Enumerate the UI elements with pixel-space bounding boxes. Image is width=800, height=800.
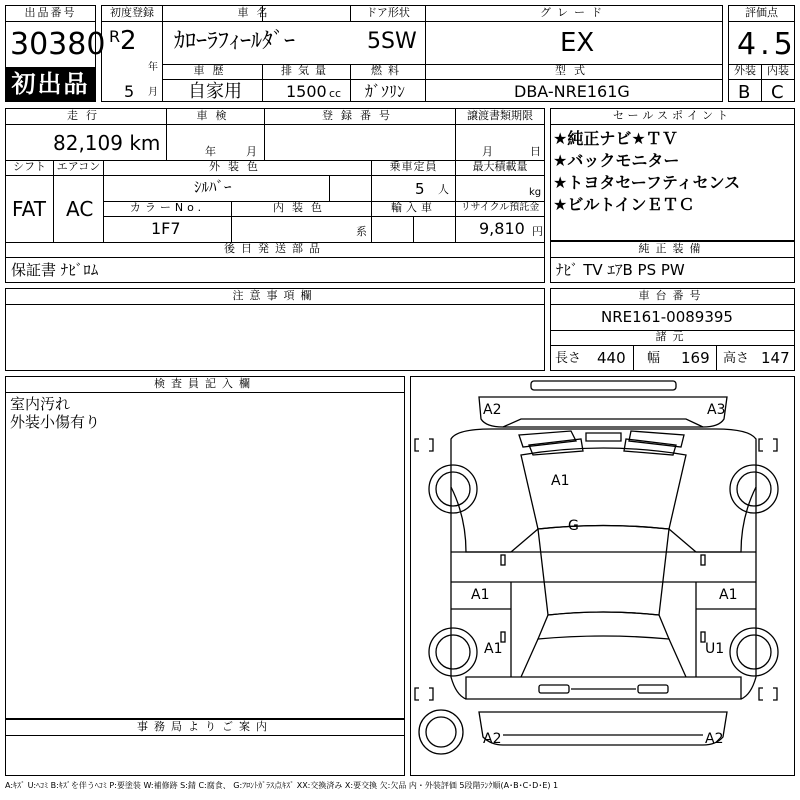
vehicle-info-table [101,5,723,102]
lot-number-cell [5,5,106,102]
damage-mark: A3 [707,402,726,418]
inspection-month-unit: 月 [246,145,257,158]
sales-point-item: ★トヨタセーフティセンス [553,173,741,192]
recycle-fee: 9,810 [479,219,525,238]
displacement-label: 排気量 [281,64,332,77]
year-unit: 年 [148,62,158,73]
damage-mark: A1 [484,641,503,657]
fuel-label: 燃料 [371,64,405,77]
equipment-value: ﾅﾋﾞ TV ｴｱB PS PW [556,261,685,279]
load-unit: kg [529,187,542,198]
chassis-box [550,288,795,371]
displacement: 1500 [286,82,327,101]
height: 147 [761,349,790,367]
history: 自家用 [188,81,242,102]
length: 440 [597,349,626,367]
displacement-unit: cc [329,87,342,100]
color-number: 1F7 [151,219,181,238]
first-reg-year: 2 [120,26,137,56]
notes-box [5,288,545,371]
transfer-month-unit: 月 [482,145,493,158]
car-name-label: 車名 [237,6,276,19]
inspector-label: 検査員記入欄 [154,377,256,390]
exterior-color: ｼﾙﾊﾞｰ [194,178,232,196]
car-name: ｶﾛｰﾗﾌｨｰﾙﾀﾞｰ [174,29,296,54]
capacity: 5 [415,180,425,198]
door-label: ドア形状 [366,6,410,19]
sales-points [550,108,795,241]
month-unit: 月 [148,87,158,98]
ext-color-label: 外装色 [209,160,266,173]
era: R [109,27,121,46]
inspection-label: 車検 [196,109,235,122]
yen-unit: 円 [532,225,543,238]
capacity-label: 乗車定員 [389,160,438,173]
shift: FAT [12,197,47,221]
score: 4.5 [737,27,797,62]
damage-mark: G [568,518,579,534]
score-label: 評価点 [745,6,778,19]
air-conditioning: AC [66,197,94,221]
recycle-label: リサイクル預託金 [460,202,540,213]
door-type: 5SW [367,29,417,54]
equipment [550,241,795,283]
first-reg-label: 初度登録 [110,6,154,19]
new-listing-badge: 初出品 [6,67,95,101]
equipment-label: 純正装備 [638,242,707,255]
history-label: 車歴 [193,64,232,77]
grade-label: グレード [540,6,608,19]
capacity-unit: 人 [438,183,449,196]
model-code: DBA-NRE161G [514,82,630,101]
import-label: 輸入車 [391,201,436,214]
inspection-year-unit: 年 [205,145,216,158]
grade: EX [560,28,595,58]
damage-mark: A1 [551,473,570,489]
chassis-label: 車台番号 [638,289,707,302]
ac-label: エアコン [56,160,101,173]
inspector-note: 外装小傷有り [10,413,101,431]
sales-point-item: ★ビルトインＥＴＣ [553,195,695,214]
reg-no-label: 登録番号 [322,109,398,122]
score-cell [728,5,795,102]
int-color-suffix: 系 [356,225,367,238]
inspector-note: 室内汚れ [10,395,71,413]
notes-label: 注意事項欄 [232,289,318,302]
width: 169 [681,349,710,367]
inspector-box [5,376,405,719]
mileage: 82,109 km [53,131,161,155]
interior-label: 内装 [767,64,789,77]
lot-number: 30380 [10,27,106,62]
car-outline-diagram [411,377,796,777]
width-label: 幅 [647,351,661,366]
height-label: 高さ [723,351,750,366]
lot-number-label: 出品番号 [24,6,77,19]
transfer-day-unit: 日 [530,145,541,158]
later-parts-label: 後日発送部品 [224,242,326,255]
damage-mark: A2 [705,731,724,747]
damage-mark: A1 [719,587,738,603]
int-color-label: 内装色 [273,201,330,214]
model-label: 型式 [555,64,593,77]
later-parts-value: 保証書 ﾅﾋﾞﾛﾑ [11,261,99,279]
transfer-label: 譲渡書類期限 [467,109,533,122]
first-reg-month: 5 [124,82,135,101]
sales-point-item: ★バックモニター [553,151,680,170]
damage-mark: A1 [471,587,490,603]
damage-mark: A2 [483,402,502,418]
color-no-label: カラーNo. [129,201,206,214]
details-table [5,108,545,258]
dims-label: 諸元 [655,330,690,343]
interior-grade: C [771,82,784,103]
sales-point-item: ★純正ナビ★ＴＶ [553,129,678,148]
fuel: ｶﾞｿﾘﾝ [365,82,406,101]
length-label: 長さ [555,351,582,366]
mileage-label: 走行 [67,109,105,122]
shift-label: シフト [13,160,46,173]
later-parts-value-cell [5,257,545,283]
office-label: 事務局よりご案内 [137,720,273,733]
exterior-grade: B [738,82,751,103]
sales-points-label: セールスポイント [612,109,732,122]
damage-diagram [410,376,795,776]
legend: A:ｷｽﾞ U:ﾍｺﾐ B:ｷｽﾞを伴うﾍｺﾐ P:要塗装 W:補修跡 S:錆 C:腐食、 G:ﾌﾛﾝﾄｶﾞﾗｽ点ｷｽﾞ XX:交換済み X:要交換 欠:欠品 内・外装評価 5段階ﾗﾝｸ順(A･B･C･D･E) 1 [5,781,559,790]
chassis-number: NRE161-0089395 [601,308,733,326]
damage-mark: U1 [705,641,725,657]
max-load-label: 最大積載量 [472,160,528,173]
damage-mark: A2 [483,731,502,747]
exterior-label: 外装 [734,64,756,77]
office-box [5,719,405,776]
